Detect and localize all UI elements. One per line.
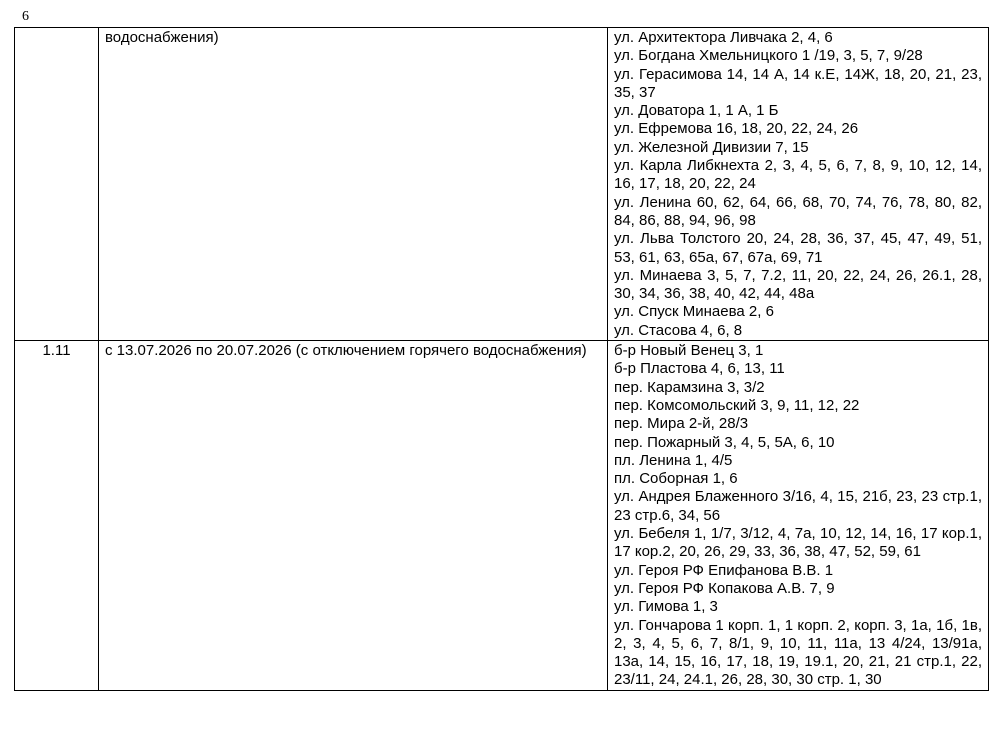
address-line: ул. Ленина 60, 62, 64, 66, 68, 70, 74, 76, 78, 80, 82, 84, 86, 88, 94, 96, 98 [614,193,982,229]
address-line: ул. Бебеля 1, 1/7, 3/12, 4, 7а, 10, 12, 14, 16, 17 кор.1, 17 кор.2, 20, 26, 29, 33, 36, 38, 47, 52, 59, 61 [614,525,982,561]
row-number-cell: 1.11 [15,341,99,691]
address-line: пер. Карамзина 3, 3/2 [614,378,765,396]
address-line: пер. Мира 2-й, 28/3 [614,415,749,433]
address-line: ул. Богдана Хмельницкого 1 /19, 3, 5, 7, 9/28 [614,47,923,65]
outage-schedule-table [14,27,989,691]
address-line: ул. Стасова 4, 6, 8 [614,321,743,339]
row-number-cell [15,28,99,341]
address-line: ул. Железной Дивизии 7, 15 [614,138,809,156]
address-line: ул. Льва Толстого 20, 24, 28, 36, 37, 45, 47, 49, 51, 53, 61, 63, 65а, 67, 67а, 69, 71 [614,230,982,266]
address-line: ул. Андрея Блаженного 3/16, 4, 15, 21б, 23, 23 стр.1, 23 стр.6, 34, 56 [614,488,982,524]
table-row [15,28,989,341]
address-line: пер. Пожарный 3, 4, 5, 5А, 6, 10 [614,433,835,451]
address-line: ул. Гимова 1, 3 [614,598,718,616]
page-number: 6 [22,9,29,24]
address-list-cell [608,28,989,341]
address-line: пер. Комсомольский 3, 9, 11, 12, 22 [614,396,860,414]
address-line: б-р Новый Венец 3, 1 [614,342,764,360]
address-line: пл. Ленина 1, 4/5 [614,451,733,469]
outage-period-cell: с 13.07.2026 по 20.07.2026 (с отключением горячего водоснабжения) [99,341,608,691]
address-list-cell [608,341,989,691]
address-line: ул. Герасимова 14, 14 А, 14 к.Е, 14Ж, 18, 20, 21, 23, 35, 37 [614,65,982,101]
address-line: ул. Доватора 1, 1 А, 1 Б [614,102,779,120]
address-line: ул. Героя РФ Епифанова В.В. 1 [614,561,834,579]
address-line: б-р Пластова 4, 6, 13, 11 [614,360,785,378]
address-line: ул. Архитектора Ливчака 2, 4, 6 [614,29,833,46]
address-line: пл. Соборная 1, 6 [614,470,738,488]
table-row [15,341,989,691]
outage-period-cell: водоснабжения) [99,28,608,341]
address-line: ул. Героя РФ Копакова А.В. 7, 9 [614,579,835,597]
address-line: ул. Минаева 3, 5, 7, 7.2, 11, 20, 22, 24, 26, 26.1, 28, 30, 34, 36, 38, 40, 42, 44, 48а [614,266,982,303]
address-line: ул. Карла Либкнехта 2, 3, 4, 5, 6, 7, 8, 9, 10, 12, 14, 16, 17, 18, 20, 22, 24 [614,157,982,193]
address-line: ул. Ефремова 16, 18, 20, 22, 24, 26 [614,120,859,138]
address-line: ул. Спуск Минаева 2, 6 [614,303,774,321]
address-line: ул. Гончарова 1 корп. 1, 1 корп. 2, корп. 3, 1а, 1б, 1в, 2, 3, 4, 5, 6, 7, 8/1, 9, 10, 11, 11а, 13 4/24, 13/91а, 13а, 14, 15, 16, 17, 18, 19, 19.1, 20, 21, 21 стр.1, 22, 23/11, 24, 24.1, 26, 28, 30, 30 стр. 1, 30 [614,616,982,689]
